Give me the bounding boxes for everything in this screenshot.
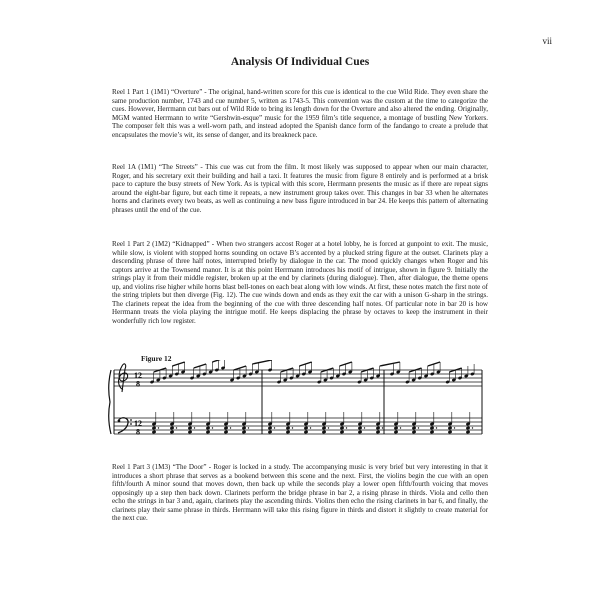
dot: [400, 427, 401, 428]
dot: [364, 427, 365, 428]
bass-note-head: [206, 426, 211, 430]
bass-note-head: [412, 426, 417, 430]
bass-note-head: [304, 426, 309, 430]
bass-note-head: [358, 430, 363, 434]
brace-icon: [109, 370, 111, 434]
bass-clef-icon: [118, 418, 132, 433]
beam: [252, 360, 271, 364]
bass-note-head: [394, 430, 399, 434]
bass-note-head: [322, 426, 327, 430]
bass-note-head: [206, 430, 211, 434]
beam: [380, 362, 400, 366]
dot: [310, 427, 311, 428]
bass-note-head: [224, 430, 229, 434]
dot: [194, 427, 195, 428]
dot: [382, 427, 383, 428]
time-signature-top-bass: 12: [134, 419, 142, 428]
bass-note-head: [340, 426, 345, 430]
dot: [230, 427, 231, 428]
bass-note-head: [466, 426, 471, 430]
bass-note-head: [466, 430, 471, 434]
dot: [158, 427, 159, 428]
dot: [248, 427, 249, 428]
page-number: vii: [542, 36, 552, 46]
time-signature-bottom-bass: 8: [136, 427, 140, 437]
dot: [436, 427, 437, 428]
bass-note-head: [430, 426, 435, 430]
bass-note-head: [430, 430, 435, 434]
paragraph-the-door: Reel 1 Part 3 (1M3) “The Door” - Roger is locked in a study. The accompanying music is very brief but very interesting in that it introduces a short phrase that serves as a bookend between this scene and the next. First, the violins begin the cue with an open fifth/fourth A minor sound that moves down, then back up while the seconds play a lower open fifth/fourth voicing that moves opposingly up a step then back down. Clarinets perform the bridge phrase in bar 2, a rising phrase in thirds. Viola and cello then echo the strings in bar 3 and, again, clarinets play the ascending thirds. Violins then echo the rising clarinets in bar 6, and finally, the clarinets play their same phrase in thirds. Herrmann will take this rising figure in thirds and distort it slightly to create material for the next cue.: [112, 463, 488, 523]
bass-note-head: [170, 430, 175, 434]
bass-note-head: [170, 426, 175, 430]
dot: [292, 427, 293, 428]
bass-note-head: [242, 426, 247, 430]
bass-note-head: [358, 426, 363, 430]
bass-note-head: [268, 426, 273, 430]
dot: [328, 427, 329, 428]
dot: [346, 427, 347, 428]
paragraph-overture: Reel 1 Part 1 (1M1) “Overture” - The original, hand-written score for this cue is identical to the cue Wild Ride. They even share the same production number, 1743 and cue number 5, written as 1743-5. This convention was the custom at the time to categorize the cues. However, Herrmann cut bars out of Wild Ride to bring its length down for the Overture and also altered the ending. Originally, MGM wanted Herrmann to write “Gershwin-esque” music for the 1959 film’s title sequence, a montage of bustling New Yorkers. The composer felt this was a well-worn path, and instead adopted the Spanish dance form of the fandango to create a prelude that encapsulates the movie’s wit, its sense of danger, and its breakneck pace.: [112, 88, 488, 139]
bass-note-head: [152, 430, 157, 434]
bass-note-head: [448, 426, 453, 430]
dot: [212, 427, 213, 428]
time-signature-bottom-treble: 8: [136, 379, 140, 389]
paragraph-kidnapped: Reel 1 Part 2 (1M2) “Kidnapped” - When two strangers accost Roger at a hotel lobby, he is forced at gunpoint to exit. The music, while slow, is violent with stopped horns sounding on octave B’s accented by a plucked string figure at the outset. Clarinets play a descending phrase of three half notes, interrupted briefly by dialogue in the car. The mood quickly changes when Roger and his captors arrive at the Townsend manor. It is at this point Herrmann introduces his motif of intrigue, shown in figure 9. Initially the strings play it from their middle register, broken up at the end by clarinets (during dialogue). Then, after dialogue, the theme opens up, and violins rise higher while horns blast bell-tones on each beat along with low winds. At first, these notes match the first note of the string triplets but then diverge (Fig. 12). The cue winds down and ends as they exit the car with a unison G-sharp in the strings. The clarinets repeat the idea from the beginning of the cue with three descending half notes. Of particular note in bar 20 is how Herrmann treats the viola playing the intrigue motif. He keeps displacing the phrase by octaves to keep the instrument in their wonderfully rich low register.: [112, 240, 488, 325]
bass-note-head: [394, 426, 399, 430]
bass-note-head: [304, 430, 309, 434]
bass-note-head: [376, 430, 381, 434]
bass-note-head: [152, 426, 157, 430]
figure-label: Figure 12: [141, 354, 172, 363]
bass-note-head: [188, 426, 193, 430]
time-signature-top-treble: 12: [134, 371, 142, 380]
music-score-figure: [108, 360, 488, 455]
bass-note-head: [412, 430, 417, 434]
bass-note-head: [448, 430, 453, 434]
dot: [176, 427, 177, 428]
dot: [274, 427, 275, 428]
dot: [418, 427, 419, 428]
bass-note-head: [268, 430, 273, 434]
music-notes: [150, 360, 475, 434]
bass-note-head: [376, 426, 381, 430]
bass-note-head: [322, 430, 327, 434]
bass-note-head: [242, 430, 247, 434]
page-title: Analysis Of Individual Cues: [230, 56, 370, 68]
dot: [472, 427, 473, 428]
bass-note-head: [188, 430, 193, 434]
bass-note-head: [286, 426, 291, 430]
dot: [454, 427, 455, 428]
bass-note-head: [224, 426, 229, 430]
bass-note-head: [286, 430, 291, 434]
paragraph-the-streets: Reel 1A (1M1) “The Streets” - This cue was cut from the film. It most likely was supposed to appear when our main character, Roger, and his secretary exit their building and hail a taxi. It features the music from figure 8 entirely and is performed at a brisk pace to capture the busy streets of New York. As is typical with this score, Herrmann presents the music as if there are repeat signs around the eight-bar figure, but each time it repeats, a new instrument group takes over. This changes in bar 33 when he alternates horns and clarinets every two beats, as well as continuing a new bass figure introduced in bar 24. He keeps this pattern of alternating phrases until the end of the cue.: [112, 163, 488, 214]
bass-note-head: [340, 430, 345, 434]
